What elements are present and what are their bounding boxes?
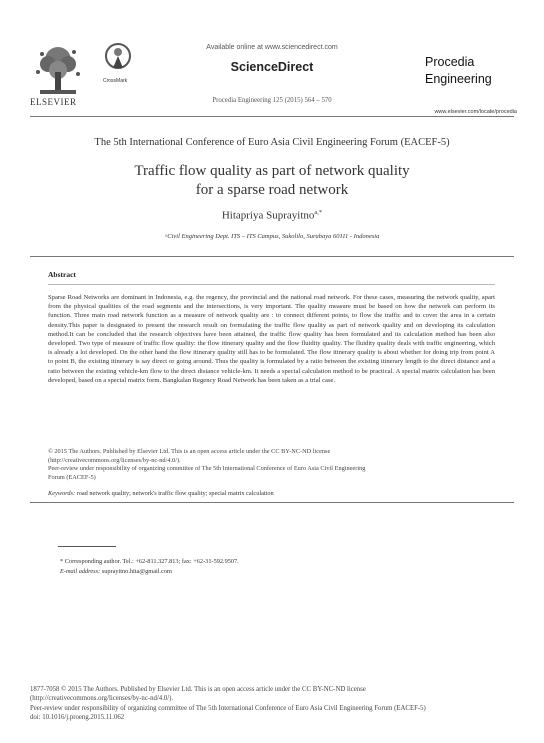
email-address[interactable]: suprayitno.hita@gmail.com — [101, 567, 172, 575]
article-title — [0, 162, 544, 200]
email-line — [60, 567, 239, 577]
citation-line: Procedia Engineering 125 (2015) 564 – 570 — [212, 97, 332, 104]
footer-line1: 1877-7058 © 2015 The Authors. Published by Elsevier Ltd. This is an open access article under the CC BY-NC-ND license — [30, 686, 366, 693]
peer-review-cont: Forum (EACEF-5) — [48, 473, 96, 481]
copyright-block — [48, 448, 495, 482]
crossmark-label: CrossMark — [103, 78, 128, 84]
header-rule — [30, 116, 514, 117]
footer-line3: Peer-review under responsibility of organizing committee of The 5th International Conference of Euro Asia Civil Engineering Forum (EACEF-5) — [30, 704, 426, 712]
author-name: Hitapriya Suprayitno — [221, 209, 315, 222]
journal-title-line2: Engineering — [425, 72, 492, 86]
license-link[interactable]: (http://creativecommons.org/licenses/by-nc-nd/4.0/). — [48, 456, 181, 464]
page-footer — [30, 685, 514, 722]
keywords-text: road network quality; network's traffic flow quality; special matrix calculation — [76, 490, 274, 497]
available-online-text: Available online at www.sciencedirect.com — [206, 44, 338, 51]
title-line2: for a sparse road network — [195, 182, 349, 198]
keywords-label: Keywords: — [48, 490, 76, 497]
journal-title-line1: Procedia — [425, 55, 475, 69]
keywords-line — [48, 490, 495, 497]
conference-name: The 5th International Conference of Euro Asia Civil Engineering Forum (EACEF-5) — [94, 137, 450, 148]
abstract-heading-rule — [48, 284, 495, 285]
sciencedirect-wordmark: ScienceDirect — [230, 60, 314, 74]
journal-url-link[interactable]: www.elsevier.com/locate/procedia — [434, 109, 517, 115]
corresponding-author: * Corresponding author. Tel.: +62-811.327.813; fax: +62-31-592.9507. — [60, 558, 239, 565]
email-label: E-mail address: — [60, 567, 101, 575]
footnote-rule — [58, 546, 116, 547]
copyright-line: © 2015 The Authors. Published by Elsevier Ltd. This is an open access article under the CC BY-NC-ND license — [48, 448, 331, 455]
title-line1: Traffic flow quality as part of network quality — [134, 163, 410, 179]
footer-license-link[interactable]: (http://creativecommons.org/licenses/by-nc-nd/4.0/). — [30, 695, 174, 703]
abstract-heading: Abstract — [48, 270, 76, 279]
abstract-top-rule — [30, 256, 514, 257]
journal-title — [425, 54, 515, 88]
abstract-body: Sparse Road Networks are dominant in Indonesia, e.g. the regency, the provincial and the national road network. For these cases, measuring the network quality, apart from the physical qualities of the road segments and the intersections, is very important. The quality measure must be based on how the network can perform its function. Three main road network function as a measure of network quality are : to connect different points, to flow the traffic and to cover the area in a certain density.This paper is designated to present the research result on formulating the traffic flow quality as part of network quality and on developing its calculation method.It can be concluded that the research objectives have been attained, the traffic flow quality has been formulated and its calculation method has been also developed. Two type of measure of traffic flow quality: the flow itinerary quality and the flow fluidity quality. The fluidity quality deals with traffic engineering, which is already a lot developed. On the other hand the flow itinerary quality still has to be formulated. The flow itinerary quality is about whether for doing trip from point A to point B, the existing itinerary is say direct or going around. Thus the quality is formulated by a ratio between the existing itinerary length to the direct distance and a ratio between the existing vehicle-km flow to the direct distance vehicle-km. It needs a special calculation method to be practical. A special matrix calculation has been developed, based on a special matrix form. Bangkalan Regency Road Network has been taken as a trial case. — [48, 294, 495, 384]
footer-doi[interactable]: doi: 10.1016/j.proeng.2015.11.062 — [30, 713, 125, 721]
author-line — [0, 209, 544, 222]
elsevier-wordmark: ELSEVIER — [30, 97, 77, 107]
peer-review-line: Peer-review under responsibility of organizing committee of The 5th International Conference of Euro Asia Civil Engineering — [48, 465, 366, 473]
abstract-bottom-rule — [30, 502, 514, 503]
affiliation: ᵃCivil Engineering Dept. ITS – ITS Campus, Sukolilo, Surabaya 60111 - Indonesia — [164, 233, 380, 240]
footnote — [60, 557, 239, 576]
author-marks: a,* — [314, 209, 323, 216]
